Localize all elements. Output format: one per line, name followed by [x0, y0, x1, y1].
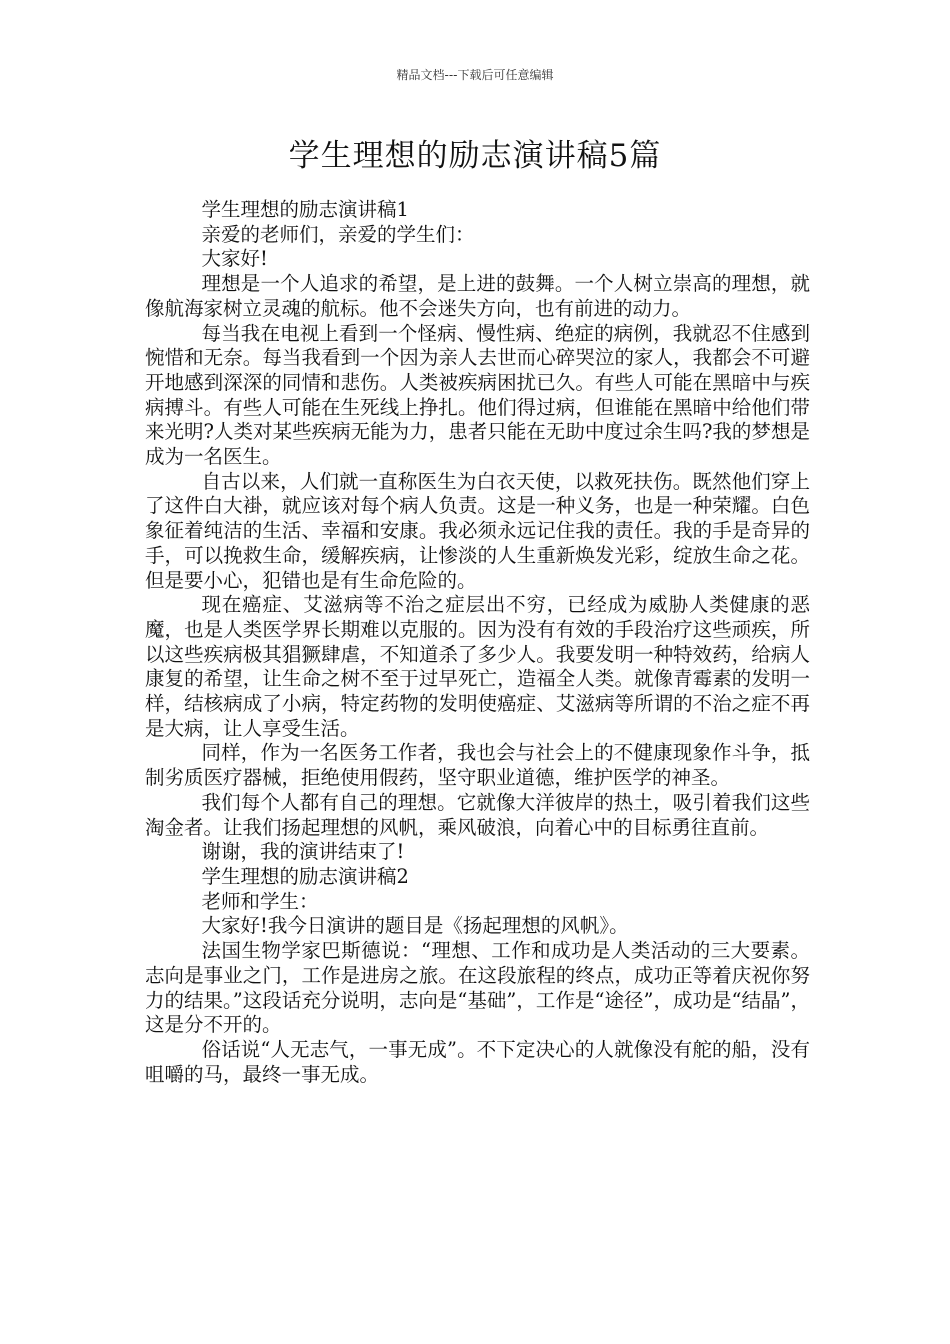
greeting: 大家好!	[201, 247, 268, 271]
speech-1-heading: 学生理想的励志演讲稿1	[201, 198, 409, 221]
body-paragraph: 自古以来，人们就一直称医生为白衣天使，以救死扶伤。既然他们穿上了这件白大褂，就应该对每个病人负责。这是一种义务，也是一种荣耀。白色象征着纯洁的生活、幸福和安康。我必须永远记住我的责任。我的手是奇异的手，可以挽救生命，缓解疾病，让惨淡的人生重新焕发光彩，绽放生命之花。但是要小心，犯错也是有生命危险的。	[145, 469, 810, 592]
salutation: 老师和学生：	[201, 889, 319, 913]
document-title: 学生理想的励志演讲稿5篇	[288, 138, 662, 174]
greeting: 大家好!我今日演讲的题目是《扬起理想的风帆》。	[201, 914, 629, 938]
body-paragraph: 我们每个人都有自己的理想。它就像大洋彼岸的热土，吸引着我们这些淘金者。让我们扬起理想的风帆，乘风破浪，向着心中的目标勇往直前。	[145, 790, 810, 839]
salutation: 亲爱的老师们，亲爱的学生们：	[201, 222, 475, 246]
body-paragraph: 俗话说“人无志气，一事无成”。不下定决心的人就像没有舵的船，没有咀嚼的马，最终一事无成。	[145, 1037, 810, 1086]
body-paragraph: 每当我在电视上看到一个怪病、慢性病、绝症的病例，我就忍不住感到惋惜和无奈。每当我看到一个因为亲人去世而心碎哭泣的家人，我都会不可避开地感到深深的同情和悲伤。人类被疾病困扰已久。有些人可能在黑暗中与疾病搏斗。有些人可能在生死线上挣扎。他们得过病，但谁能在黑暗中给他们带来光明?人类对某些疾病无能为力，患者只能在无助中度过余生吗?我的梦想是成为一名医生。	[145, 321, 810, 469]
body-paragraph: 理想是一个人追求的希望，是上进的鼓舞。一个人树立崇高的理想，就像航海家树立灵魂的航标。他不会迷失方向，也有前进的动力。	[145, 272, 810, 320]
body-paragraph: 现在癌症、艾滋病等不治之症层出不穷，已经成为威胁人类健康的恶魔，也是人类医学界长期难以克服的。因为没有有效的手段治疗这些顽疾，所以这些疾病极其猖獗肆虐，不知道杀了多少人。我要发明一种特效药，给病人康复的希望，让生命之树不至于过早死亡，造福全人类。就像青霉素的发明一样，结核病成了小病，特定药物的发明使癌症、艾滋病等所谓的不治之症不再是大病，让人享受生活。	[145, 593, 810, 740]
document-body	[145, 198, 810, 1087]
body-paragraph: 同样，作为一名医务工作者，我也会与社会上的不健康现象作斗争，抵制劣质医疗器械，拒绝使用假药，坚守职业道德，维护医学的神圣。	[145, 741, 810, 790]
speech-2-heading: 学生理想的励志演讲稿2	[201, 864, 409, 888]
page-header-note: 精品文档---下载后可任意编辑	[396, 68, 554, 82]
body-paragraph: 法国生物学家巴斯德说：“理想、工作和成功是人类活动的三大要素。志向是事业之门，工作是进房之旅。在这段旅程的终点，成功正等着庆祝你努力的结果。”这段话充分说明，志向是“基础”，工作是“途径”，成功是“结晶”，这是分不开的。	[145, 939, 810, 1037]
closing-line: 谢谢，我的演讲结束了!	[201, 840, 405, 864]
